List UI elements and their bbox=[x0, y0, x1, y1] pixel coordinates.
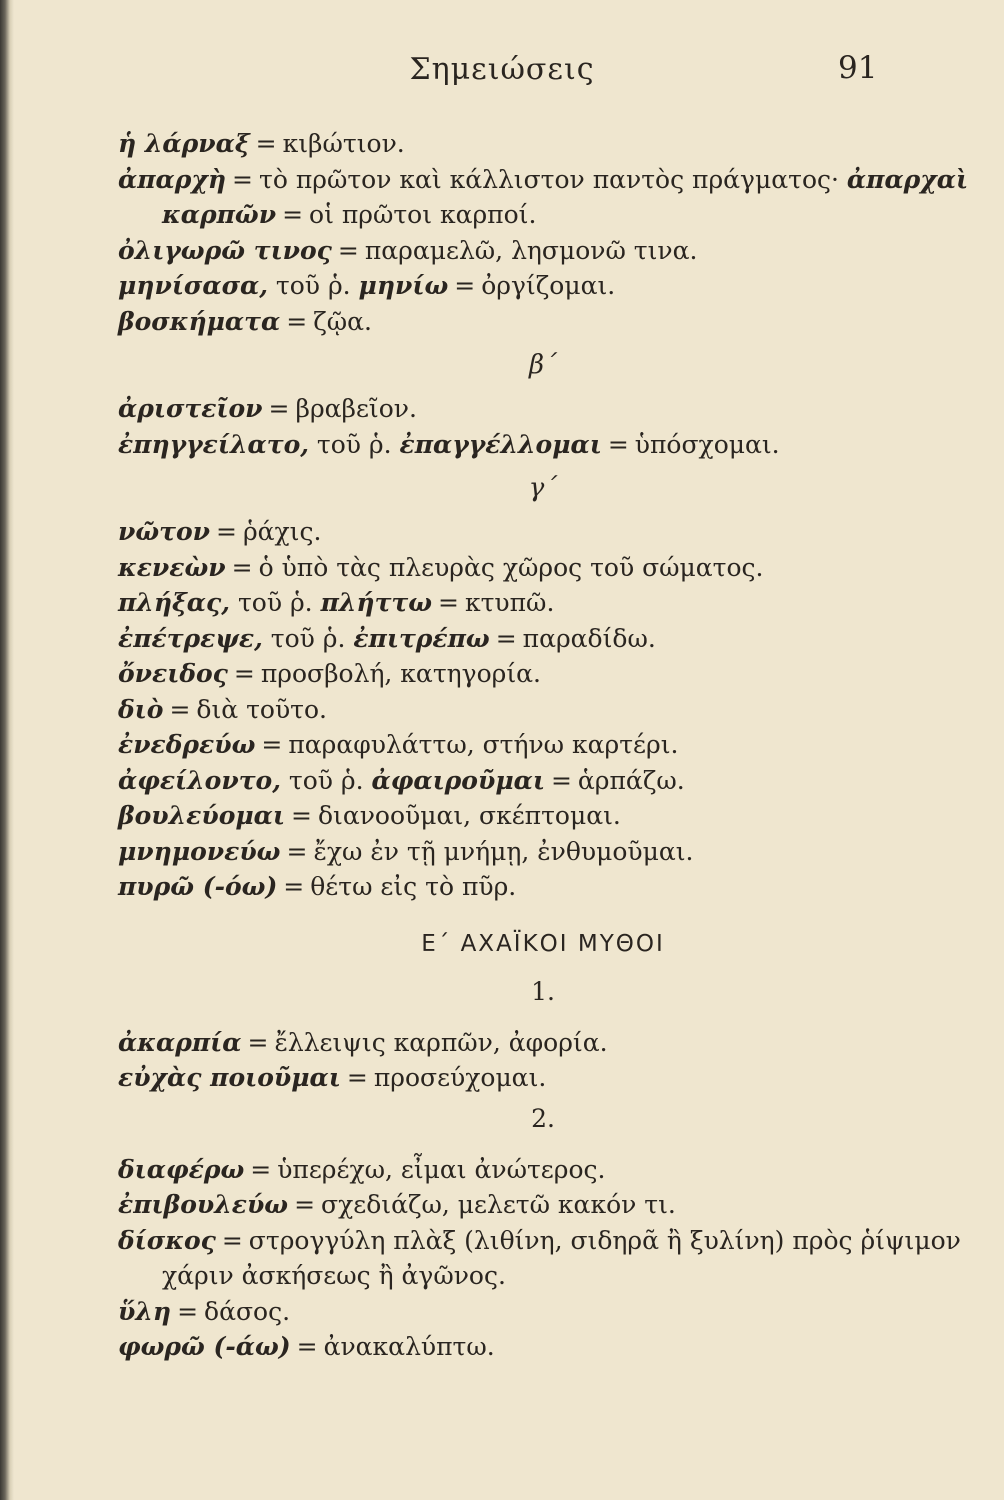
glossary-entry: ἐπιβουλεύω = σχεδιάζω, μελετῶ κακόν τι. bbox=[118, 1190, 676, 1219]
entry-definition: ἔχω ἐν τῇ μνήμῃ, ἐνθυμοῦμαι. bbox=[313, 836, 694, 866]
entry-root-term: ἐπαγγέλλομαι bbox=[399, 429, 602, 459]
entry-definition: διὰ τοῦτο. bbox=[196, 694, 327, 724]
entry-definition: ἀνακαλύπτω. bbox=[323, 1332, 495, 1361]
glossary-entry: κενεὼν = ὁ ὑπὸ τὰς πλευρὰς χῶρος τοῦ σώματος. bbox=[118, 552, 764, 582]
entry-term: ἡ λάρναξ bbox=[118, 129, 250, 158]
glossary-entry: διὸ = διὰ τοῦτο. bbox=[118, 694, 327, 724]
entry-term: κενεὼν bbox=[118, 552, 226, 582]
entry-definition: ἁρπάζω. bbox=[577, 765, 685, 795]
entry-definition: παραμελῶ, λησμονῶ τινα. bbox=[364, 235, 698, 265]
entry-definition: ὀργίζομαι. bbox=[481, 271, 616, 300]
entry-root-term: ἀφαιροῦμαι bbox=[371, 765, 545, 795]
glossary-entry: διαφέρω = ὑπερέχω, εἶμαι ἀνώτερος. bbox=[118, 1154, 606, 1184]
glossary-entry: φωρῶ (-άω) = ἀνακαλύπτω. bbox=[118, 1332, 495, 1361]
entry-term: ὄνειδος bbox=[118, 659, 228, 688]
subsection-number: 1. bbox=[531, 976, 555, 1006]
glossary-entry: ἡ λάρναξ = κιβώτιον. bbox=[118, 129, 405, 158]
entry-root-label: τοῦ ῥ. bbox=[288, 765, 364, 795]
glossary-entry: μηνίσασα, τοῦ ῥ. μηνίω = ὀργίζομαι. bbox=[118, 271, 616, 300]
entry-term: ὕλη bbox=[118, 1296, 172, 1326]
glossary-entry: ἐνεδρεύω = παραφυλάττω, στήνω καρτέρι. bbox=[118, 730, 679, 759]
entry-term: βοσκήματα bbox=[118, 306, 281, 336]
glossary-entry: ἀπαρχὴ = τὸ πρῶτον καὶ κάλλιστον παντὸς πράγματος· ἀπαρχαὶ bbox=[118, 164, 969, 194]
entry-term: ἀπαρχὴ bbox=[118, 164, 227, 194]
entry-root-label: τοῦ ῥ. bbox=[316, 429, 392, 459]
entry-definition: οἱ πρῶτοι καρποί. bbox=[309, 200, 537, 229]
section-marker: γ΄ bbox=[528, 473, 558, 503]
page-number: 91 bbox=[838, 50, 878, 86]
entry-term: δίσκος bbox=[118, 1225, 216, 1255]
entry-definition: τὸ πρῶτον καὶ κάλλιστον παντὸς πράγματος· bbox=[258, 164, 839, 194]
entry-term: καρπῶν bbox=[162, 200, 277, 229]
glossary-entry-continuation bbox=[118, 1258, 938, 1294]
entry-definition: προσεύχομαι. bbox=[373, 1063, 547, 1092]
glossary-entry: μνημονεύω = ἔχω ἐν τῇ μνήμῃ, ἐνθυμοῦμαι. bbox=[118, 836, 694, 866]
entry-definition: κιβώτιον. bbox=[282, 129, 405, 158]
glossary-entry: καρπῶν = οἱ πρῶτοι καρποί. bbox=[162, 200, 537, 229]
entry-definition: ἔλλειψις καρπῶν, ἀφορία. bbox=[274, 1027, 608, 1057]
entry-root-label: τοῦ ῥ. bbox=[237, 588, 313, 617]
entry-term: πυρῶ (-όω) bbox=[118, 872, 278, 901]
entry-term: μηνίσασα, bbox=[118, 271, 268, 300]
entry-root-term: μηνίω bbox=[358, 271, 449, 300]
entry-term-secondary: ἀπαρχαὶ bbox=[846, 164, 969, 194]
glossary-entry: εὐχὰς ποιοῦμαι = προσεύχομαι. bbox=[118, 1063, 547, 1092]
entry-definition: ὑπερέχω, εἶμαι ἀνώτερος. bbox=[277, 1154, 606, 1184]
section-marker: β΄ bbox=[528, 350, 558, 380]
entry-term: ἀκαρπία bbox=[118, 1027, 242, 1057]
entry-definition: κτυπῶ. bbox=[464, 588, 555, 617]
entry-definition: προσβολή, κατηγορία. bbox=[260, 659, 541, 688]
entry-definition: βραβεῖον. bbox=[295, 394, 417, 423]
glossary-entry: νῶτον = ῥάχις. bbox=[118, 517, 322, 546]
glossary-entry: βουλεύομαι = διανοοῦμαι, σκέπτομαι. bbox=[118, 801, 621, 830]
entry-definition: παραφυλάττω, στήνω καρτέρι. bbox=[288, 730, 679, 759]
glossary-entry: ἐπηγγείλατο, τοῦ ῥ. ἐπαγγέλλομαι = ὑπόσχομαι. bbox=[118, 429, 780, 459]
entry-definition: ζῷα. bbox=[313, 306, 372, 336]
entry-term: μνημονεύω bbox=[118, 836, 281, 866]
page-binding-edge bbox=[0, 0, 14, 1500]
entry-term: ἀφείλοντο, bbox=[118, 765, 281, 795]
glossary-entry: πλήξας, τοῦ ῥ. πλήττω = κτυπῶ. bbox=[118, 588, 555, 617]
entry-definition: θέτω εἰς τὸ πῦρ. bbox=[310, 872, 517, 901]
entry-root-label: τοῦ ῥ. bbox=[275, 271, 351, 300]
section-title: Ε΄ ΑΧΑΪΚΟΙ ΜΥΘΟΙ bbox=[421, 930, 665, 957]
glossary-entry: δίσκος = στρογγύλη πλὰξ (λιθίνη, σιδηρᾶ ἢ ξυλίνη) πρὸς ῥίψιμον bbox=[118, 1225, 961, 1255]
glossary-entry: ἐπέτρεψε, τοῦ ῥ. ἐπιτρέπω = παραδίδω. bbox=[118, 623, 656, 653]
entry-definition: χάριν ἀσκήσεως ἢ ἀγῶνος. bbox=[162, 1261, 506, 1290]
glossary-entry: ὀλιγωρῶ τινος = παραμελῶ, λησμονῶ τινα. bbox=[118, 235, 698, 265]
glossary-entry: ὄνειδος = προσβολή, κατηγορία. bbox=[118, 659, 541, 688]
entry-definition: διανοοῦμαι, σκέπτομαι. bbox=[317, 801, 621, 830]
entry-root-term: ἐπιτρέπω bbox=[353, 623, 490, 653]
entry-term: φωρῶ (-άω) bbox=[118, 1332, 291, 1361]
glossary-entry: ἀριστεῖον = βραβεῖον. bbox=[118, 394, 417, 423]
entry-definition: παραδίδω. bbox=[522, 623, 656, 653]
glossary-entry: ἀφείλοντο, τοῦ ῥ. ἀφαιροῦμαι = ἁρπάζω. bbox=[118, 765, 685, 795]
entry-term: νῶτον bbox=[118, 517, 210, 546]
entry-term: ἐπέτρεψε, bbox=[118, 623, 263, 653]
glossary-entry: ἀκαρπία = ἔλλειψις καρπῶν, ἀφορία. bbox=[118, 1027, 608, 1057]
entry-root-term: πλήττω bbox=[320, 588, 433, 617]
entry-definition: στρογγύλη πλὰξ (λιθίνη, σιδηρᾶ ἢ ξυλίνη) πρὸς ῥίψιμον bbox=[248, 1225, 961, 1255]
entry-term: ἐνεδρεύω bbox=[118, 730, 256, 759]
glossary-content bbox=[118, 126, 969, 1365]
entry-term: ἐπιβουλεύω bbox=[118, 1190, 289, 1219]
glossary-entry: ὕλη = δάσος. bbox=[118, 1296, 291, 1326]
entry-root-label: τοῦ ῥ. bbox=[270, 623, 346, 653]
entry-term: βουλεύομαι bbox=[118, 801, 286, 830]
entry-definition: ὑπόσχομαι. bbox=[634, 429, 780, 459]
entry-term: πλήξας, bbox=[118, 588, 230, 617]
running-header: Σημειώσεις bbox=[409, 52, 595, 87]
entry-term: ἐπηγγείλατο, bbox=[118, 429, 309, 459]
entry-definition: δάσος. bbox=[204, 1296, 291, 1326]
entry-term: διαφέρω bbox=[118, 1154, 245, 1184]
glossary-entry: βοσκήματα = ζῷα. bbox=[118, 306, 372, 336]
entry-definition: σχεδιάζω, μελετῶ κακόν τι. bbox=[321, 1190, 676, 1219]
entry-term: εὐχὰς ποιοῦμαι bbox=[118, 1063, 341, 1092]
glossary-entry: πυρῶ (-όω) = θέτω εἰς τὸ πῦρ. bbox=[118, 872, 517, 901]
subsection-number: 2. bbox=[531, 1103, 555, 1133]
entry-term: ὀλιγωρῶ τινος bbox=[118, 235, 332, 265]
entry-term: διὸ bbox=[118, 694, 164, 724]
entry-definition: ῥάχις. bbox=[242, 517, 322, 546]
entry-definition: ὁ ὑπὸ τὰς πλευρὰς χῶρος τοῦ σώματος. bbox=[258, 552, 764, 582]
entry-term: ἀριστεῖον bbox=[118, 394, 263, 423]
